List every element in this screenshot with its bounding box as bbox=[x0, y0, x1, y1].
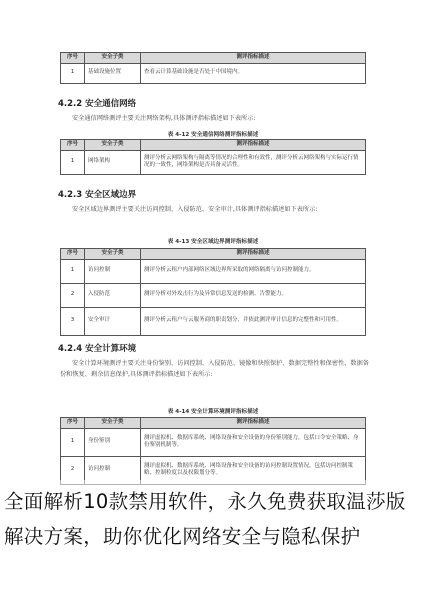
section-intro: 安全通信网络测评主要关注网络架构,具体测评指标描述如下表所示: bbox=[72, 115, 256, 122]
col-header: 测评指标描述 bbox=[141, 249, 366, 260]
table-row bbox=[61, 259, 366, 283]
table-caption: 表 4-13 安全区域边界测评指标描述 bbox=[167, 239, 259, 245]
section-intro: 安全计算环境测评主要关注身份鉴别、访问控制、入侵防范、镜像和快照保护、数据完整性和保密性、数据备份和恢复、剩余信息保护,具体测评指标描述如下表所示: bbox=[60, 360, 369, 378]
cell-description: 测评分析对外攻击行为及异常信息发送的检测、告警能力。 bbox=[141, 283, 366, 307]
cell-subclass: 网络架构 bbox=[85, 150, 141, 174]
table-network bbox=[60, 139, 366, 175]
table-header-row bbox=[61, 53, 366, 64]
cell-subclass: 入侵防范 bbox=[85, 283, 141, 307]
table-infrastructure bbox=[60, 52, 366, 84]
table-row bbox=[61, 63, 366, 83]
table-caption: 表 4-14 安全计算环境测评指标描述 bbox=[167, 409, 259, 415]
col-header: 序号 bbox=[61, 418, 85, 429]
table-row bbox=[61, 428, 366, 456]
table-header-row bbox=[61, 418, 366, 429]
cell-description: 查看云计算基础设施是否处于中国境内。 bbox=[141, 63, 366, 83]
cell-subclass: 安全审计 bbox=[85, 307, 141, 335]
cell-description: 测评分析云租户内部网络区域边界所采取的网络隔离与访问控制能力。 bbox=[141, 259, 366, 283]
table-row bbox=[61, 283, 366, 307]
col-header: 安全子类 bbox=[85, 53, 141, 64]
cell-subclass: 基础设施位置 bbox=[85, 63, 141, 83]
table-row bbox=[61, 150, 366, 174]
col-header: 序号 bbox=[61, 53, 85, 64]
cell-number: 1 bbox=[61, 428, 85, 456]
cell-description: 测评分析云租户与云服务商的职责划分，并依此测评审计信息的完整性和可用性。 bbox=[141, 307, 366, 335]
col-header: 序号 bbox=[61, 249, 85, 260]
table-header-row bbox=[61, 140, 366, 151]
table-row bbox=[61, 307, 366, 335]
cell-description: 测评虚拟机、数据库系统、网络设备和安全设备的访问控制设置情况，包括访问控制策略、控制粒度以及权限划分等。 bbox=[141, 456, 366, 484]
cell-number: 1 bbox=[61, 259, 85, 283]
cell-number: 1 bbox=[61, 150, 85, 174]
cell-subclass: 访问控制 bbox=[85, 456, 141, 484]
col-header: 测评指标描述 bbox=[141, 140, 366, 151]
col-header: 安全子类 bbox=[85, 249, 141, 260]
col-header: 安全子类 bbox=[85, 140, 141, 151]
cell-number: 2 bbox=[61, 283, 85, 307]
cell-number: 3 bbox=[61, 307, 85, 335]
section-heading: 4.2.4 安全计算环境 bbox=[58, 344, 137, 354]
col-header: 测评指标描述 bbox=[141, 418, 366, 429]
section-heading: 4.2.3 安全区域边界 bbox=[58, 190, 137, 200]
col-header: 测评指标描述 bbox=[141, 53, 366, 64]
cell-description: 测评分析云网络架构与隔离等情况的合理性和有效性，测评分析云网络架构与实际运行情况的一致性，网络架构是否具备灵活性。 bbox=[141, 150, 366, 174]
cell-number: 2 bbox=[61, 456, 85, 484]
col-header: 序号 bbox=[61, 140, 85, 151]
table-caption: 表 4-12 安全通信网络测评指标描述 bbox=[167, 132, 259, 138]
col-header: 安全子类 bbox=[85, 418, 141, 429]
section-heading: 4.2.2 安全通信网络 bbox=[58, 99, 137, 109]
section-intro: 安全区域边界测评主要关注访问控制、入侵防范、安全审计,具体测评指标描述如下表所示: bbox=[72, 206, 318, 213]
cell-number: 1 bbox=[61, 63, 85, 83]
cell-subclass: 访问控制 bbox=[85, 259, 141, 283]
cell-description: 测评虚拟机、数据库系统、网络设备和安全设备的身份鉴别能力，包括口令安全策略、身份鉴别机制等。 bbox=[141, 428, 366, 456]
table-header-row bbox=[61, 249, 366, 260]
cell-subclass: 身份鉴别 bbox=[85, 428, 141, 456]
table-boundary bbox=[60, 248, 366, 336]
overlay-title: 全面解析10款禁用软件，永久免费获取温莎版解决方案，助你优化网络安全与隐私保护 bbox=[4, 490, 406, 548]
table-compute bbox=[60, 417, 366, 485]
